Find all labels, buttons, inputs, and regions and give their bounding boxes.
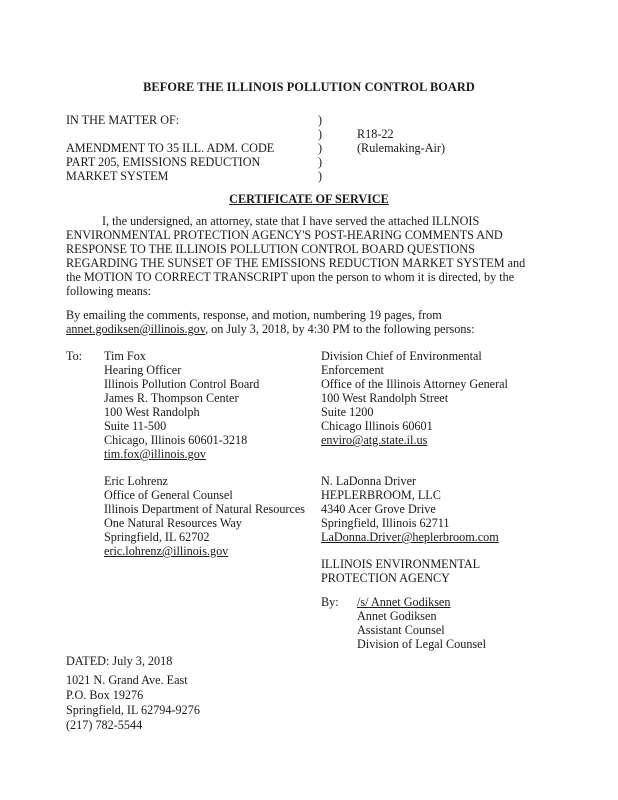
recipient-line: Eric Lohrenz [104,474,168,488]
caption-title-line: AMENDMENT TO 35 ILL. ADM. CODE [66,141,275,155]
caption-title-line: PART 205, EMISSIONS REDUCTION [66,155,261,169]
caption-brackets [318,113,322,183]
address-line: (217) 782-5544 [66,718,143,732]
email-paragraph-line: By emailing the comments, response, and motion, numbering 19 pages, from [66,308,442,322]
signature-by-label: By: [321,595,339,609]
recipient-line: Office of the Illinois Attorney General [321,377,508,391]
recipient-line: Illinois Pollution Control Board [104,377,260,391]
sender-email-link[interactable]: annet.godiksen@illinois.gov [66,322,206,336]
statement-line: ENVIRONMENTAL PROTECTION AGENCY'S POST-HEARING COMMENTS AND [66,228,503,242]
recipient-line: 100 West Randolph [104,405,200,419]
electronic-signature: /s/ Annet Godiksen [357,595,451,609]
recipient-line: Hearing Officer [104,363,182,377]
address-line: Springfield, IL 62794-9276 [66,703,200,717]
recipient-line: James R. Thompson Center [104,391,239,405]
email-paragraph-line [66,322,475,336]
agency-name [321,557,480,585]
caption-bracket: ) [318,127,323,141]
recipient-line: Chicago Illinois 60601 [321,419,433,433]
recipient-line: Suite 11-500 [104,419,167,433]
email-paragraph [66,308,475,336]
caption-bracket: ) [318,141,323,155]
recipient-line: Enforcement [321,363,384,377]
address-line: P.O. Box 19276 [66,688,144,702]
recipient-line: N. LaDonna Driver [321,474,417,488]
recipient-line: HEPLERBROOM, LLC [321,488,441,502]
caption-title [66,141,274,183]
recipient-line: Chicago, Illinois 60601-3218 [104,433,248,447]
recipient-lohrenz [104,474,305,558]
dated-line: DATED: July 3, 2018 [66,654,173,668]
recipient-division-chief [321,349,508,447]
docket-number: R18-22 [357,127,394,141]
email-paragraph-rest: , on July 3, 2018, by 4:30 PM to the following persons: [205,322,475,336]
recipient-email-link[interactable]: eric.lohrenz@illinois.gov [104,544,229,558]
recipient-line: 4340 Acer Grove Drive [321,502,436,516]
recipient-email-link[interactable]: enviro@atg.state.il.us [321,433,428,447]
recipient-line: Illinois Department of Natural Resources [104,502,306,516]
docket-type: (Rulemaking-Air) [357,141,445,155]
agency-line: PROTECTION AGENCY [321,571,450,585]
recipient-fox [104,349,259,461]
statement-line: RESPONSE TO THE ILLINOIS POLLUTION CONTROL BOARD QUESTIONS [66,242,475,256]
agency-line: ILLINOIS ENVIRONMENTAL [321,557,481,571]
return-address [66,673,200,733]
caption-title-line: MARKET SYSTEM [66,169,169,183]
statement-line: REGARDING THE SUNSET OF THE EMISSIONS REDUCTION MARKET SYSTEM and [66,256,526,270]
recipient-line: Office of General Counsel [104,488,233,502]
recipient-driver [321,474,499,544]
statement-line: I, the undersigned, an attorney, state that I have served the attached ILLNOIS [102,214,480,228]
statement-line: the MOTION TO CORRECT TRANSCRIPT upon the person to whom it is directed, by the [66,270,515,284]
recipient-line: Springfield, Illinois 62711 [321,516,450,530]
recipient-line: One Natural Resources Way [104,516,242,530]
address-line: 1021 N. Grand Ave. East [66,673,188,687]
caption-bracket: ) [318,169,323,183]
recipient-line: Division Chief of Environmental [321,349,482,363]
recipient-line: Tim Fox [104,349,146,363]
recipient-line: 100 West Randolph Street [321,391,449,405]
page-heading: BEFORE THE ILLINOIS POLLUTION CONTROL BOARD [143,80,475,94]
recipient-line: Suite 1200 [321,405,374,419]
signer-line: Annet Godiksen [357,609,437,623]
caption-bracket: ) [318,113,323,127]
recipient-line: Springfield, IL 62702 [104,530,210,544]
certificate-title: CERTIFICATE OF SERVICE [229,192,389,206]
signer-line: Assistant Counsel [357,623,445,637]
to-label: To: [66,349,83,363]
recipient-email-link[interactable]: tim.fox@illinois.gov [104,447,206,461]
statement-line: following means: [66,284,151,298]
matter-label: IN THE MATTER OF: [66,113,180,127]
signer-line: Division of Legal Counsel [357,637,486,651]
signature-block [357,595,486,651]
statement-paragraph [66,214,525,298]
caption-bracket: ) [318,155,323,169]
recipient-email-link[interactable]: LaDonna.Driver@heplerbroom.com [321,530,499,544]
